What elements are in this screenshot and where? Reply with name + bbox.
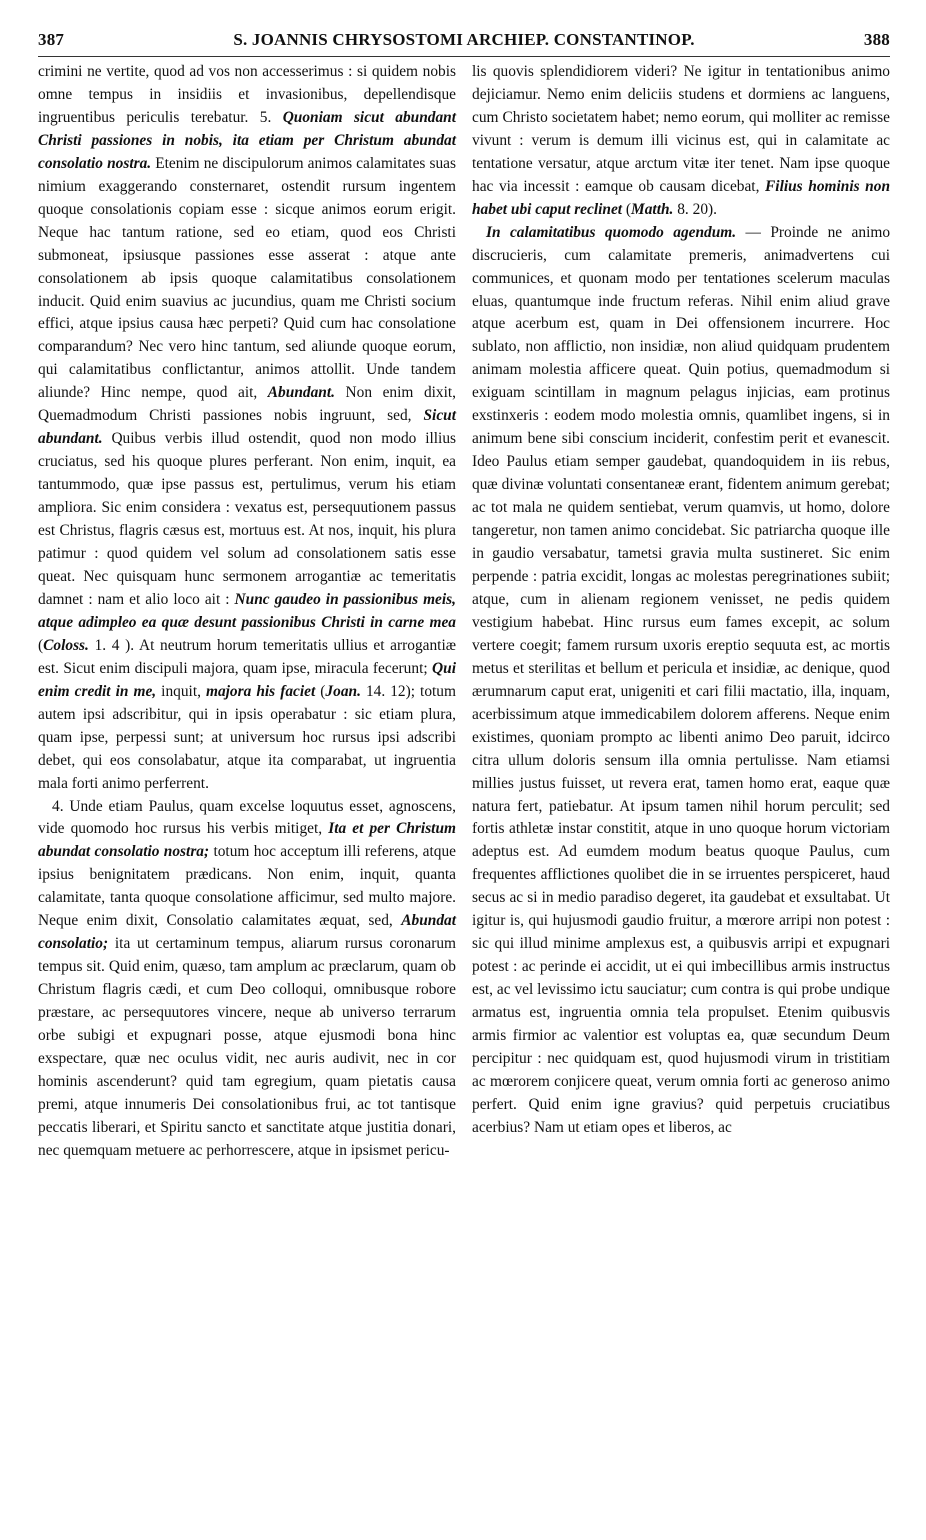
text-run: totum hoc acceptum illi referens, atque ipsius benignitatem prædicans. Non enim, inquit, quanta calamitate, tanta quoque consolatione afficimur, sed multo majore. Neque enim dixit, Consolatio calamitates æquat, sed, [38, 843, 456, 930]
text-run: lis quovis splendidiorem videri? Ne igitur in tentationibus animo dejiciamur. Nemo enim deliciis studens et dormiens ac languens, cum Christo societatem habet; nemo eorum, qui molliter ac remisse vivunt : verum is demum illi vicinus est, qui in calamitate ac tentatione versatur, atque arctum vitæ iter tenet. Nam ipse quoque hac via incessit : eamque ob causam dicebat, [472, 63, 890, 195]
running-title: S. JOANNIS CHRYSOSTOMI ARCHIEP. CONSTANTINOP. [233, 30, 695, 49]
text-run: ( [622, 200, 632, 218]
italic-run: Qui enim credit in me, [38, 659, 456, 700]
right-column [472, 61, 890, 1163]
section-heading-italic: In calamitatibus quomodo agendum. [486, 223, 737, 241]
running-header [38, 30, 890, 57]
italic-run: Matth. [631, 200, 674, 218]
text-run: 8. 20). [673, 200, 717, 218]
text-run: inquit, [156, 682, 206, 700]
left-paragraph-2 [38, 796, 456, 1163]
text-run: 14. 12); totum autem ipsi adscribitur, qui in ipsis operabatur : sic etiam plura, quam ipse, perpessi sunt; at universum hoc rursus ipsi adscribi debet, qui eos consolabatur, atque ita comparabat, ut ingruentia mala forti animo perferrent. [38, 682, 456, 792]
right-paragraph-1 [472, 61, 890, 222]
italic-run: Coloss. [43, 636, 89, 654]
italic-run: Joan. [325, 682, 361, 700]
text-run: ( [38, 636, 44, 654]
italic-run: Quoniam sicut abundant Christi passiones in nobis, ita etiam per Christum abundat consolatio nostra. [38, 108, 456, 172]
left-paragraph-1 [38, 61, 456, 796]
text-run: Quibus verbis illud ostendit, quod non modo illius cruciatus, sed his quoque plures perferant. Non enim, inquit, ea tantummodo, quæ ipse passus est, pertulimus, verum his etiam ampliora. Sic enim considera : vexatus est, persequutionem passus est Christus, flagris cæsus est, mortuus est. At nos, inquit, his plura patimur : quod quidem vel solum ad consolationem satis esse queat. Nec quisquam hunc sermonem arrogantiæ ac temeritatis damnet : nam et alio loco ait : [38, 430, 456, 608]
text-run: ( [315, 682, 326, 700]
italic-run: majora his faciet [205, 682, 316, 700]
text-run: Etenim ne discipulorum animos calamitates suas nimium exaggerando consternaret, ostendit rursum ingentem quoque consolationis copiam esse : sicque animos eorum erigit. Neque hac tantum ratione, sed eo etiam, quod eos Christi submoneat, ipsiusque passiones esse asserat : atque ante consolationem ab ipsis quoque calamitatibus consolationem inducit. Quid enim suavius ac jucundius, quam me Christi socium effici, atque ipsius causa hæc perpeti? Quid cum hac consolatione comparandum? Nec vero hinc tantum, sed aliunde quoque eorum, qui calamitatibus conflictantur, animos attollit. Unde tandem aliunde? Hinc nempe, quod ait, [38, 154, 456, 402]
text-run: Non enim dixit, Quemadmodum Christi passiones nobis ingruunt, sed, [38, 384, 457, 425]
left-column [38, 61, 456, 1163]
text-run: 4. Unde etiam Paulus, quam excelse loquutus esset, agnoscens, vide quomodo hoc rursus his verbis mitiget, [38, 797, 456, 838]
text-run: 1. 4 ). At neutrum horum temeritatis ullius et arrogantiæ est. Sicut enim discipuli majora, quam ipse, miracula fecerunt; [38, 636, 456, 677]
text-run: — Proinde ne animo discrucieris, cum calamitate premeris, animadvertens cui communices, et quonam modo per tentationes scelerum maculas eluas, quantumque inde fructum referas. Nihil enim aliud grave atque acerbum est, quam in Dei offensionem incurrere. Hoc sublato, non afflictio, non insidiæ, non aliud quidquam prudentem animam molestia afficere queat. Quin potius, quemadmodum si exiguam scintillam in magnum pelagus injicias, eam protinus exstinxeris : eodem modo molestia omnis, quamlibet ingens, si in animum bene sibi conscium inciderit, confestim perit et evanescit. Ideo Paulus etiam semper gaudebat, quandoquidem in iis rebus, quæ divinæ voluntati consentaneæ erant, fidentem animum gerebat; ac tot mala ne quidem sentiebat, verum quamvis, ut homo, dolore tangeretur, non tamen animo concidebat. Sic patriarcha quoque ille in gaudio versabatur, tametsi gravia multa sustineret. Sic enim perpende : patria excidit, longas ac molestas peregrinationes subiit; atque, cum in alienam regionem venisset, ne pedis quidem vestigium habebat. Hinc rursus eum fames excepit, ac solum vertere coegit; famem rursum uxoris ereptio sequuta est, ac mortis metus et sterilitas et bellum et pericula et insidiæ, ac denique, quod ærumnarum caput erat, unigeniti et cari filii mactatio, illa, inquam, acerbissimum atque immedicabilem dolorem afferens. Neque enim existimes, quoniam prompto ac libenti animo Deo paruit, idcirco citra ullum doloris sensum illa omnia pertulisse. Nam etiamsi millies justus fuisset, ut revera erat, tamen homo erat, eaque quæ natura fert, patiebatur. At ipsum tamen nihil horum perculit; sed fortis athletæ instar constitit, atque in uno quoque horum victoriam adeptus est. Ad eumdem modum beatus quoque Paulus, cum frequentes afflictiones quolibet die in se irruentes perspiceret, haud secus ac si in medio paradiso degeret, ita gaudebat et exsultabat. Ut igitur is, qui hujusmodi gaudio fruitur, a mœrore arripi non potest : sic qui illud minime amplexus est, a quibusvis arripi et expugnari potest : ac perinde ei accidit, ut ei qui imbecillibus armis instructus est, ac vel levissimo ictu sauciatur; cum contra is qui probe undique armatus est, ingruentia omnia tela propulset. Etenim quibusvis armis firmior ac valentior est voluptas ea, quæ secundum Deum percipitur : nec quidquam est, quod hujusmodi virum in tristitiam ac mœrorem conjicere queat, verum omnia forti ac generoso animo perfert. Quid enim igne gravius? quid perpetuis cruciatibus acerbius? Nam ut etiam opes et liberos, ac [472, 223, 891, 1136]
italic-run: Filius hominis non habet ubi caput reclinet [472, 177, 891, 218]
italic-run: Ita et per Christum abundat consolatio nostra; [38, 820, 456, 861]
page-number-left: 387 [38, 30, 65, 49]
italic-run: Abundant. [267, 384, 335, 402]
text-run: crimini ne vertite, quod ad vos non accesserimus : si quidem nobis omne tempus in insidiis et invasionibus, depellendisque ingruentibus periculis terebatur. 5. [38, 63, 456, 126]
italic-run: Nunc gaudeo in passionibus meis, atque adimpleo ea quæ desunt passionibus Christi in carne mea [38, 590, 456, 631]
italic-run: Sicut abundant. [38, 407, 456, 448]
italic-run: Abundat consolatio; [38, 912, 456, 953]
text-run: ita ut certaminum tempus, aliarum rursus coronarum tempus sit. Quid enim, quæso, tam amplum ac præclarum, quam ob Christum flagris cædi, et cum Deo colloqui, omnibusque robore præstare, ac persequutores vincere, neque ab universo terrarum orbe subigi et expugnari posse, atque ejusmodi bona hinc exspectare, quæ nec oculus vidit, nec auris audivit, nec in cor hominis ascenderunt? quid tam egregium, quam pietatis causa premi, atque innumeris Dei consolationibus frui, ac tot tantisque peccatis liberari, et Spiritu sancto et sanctitate atque justitia donari, nec quemquam metuere ac perhorrescere, atque in ipsismet pericu- [38, 935, 456, 1159]
text-columns [38, 61, 890, 1163]
right-paragraph-2 [472, 222, 890, 1140]
page-number-right: 388 [863, 30, 890, 49]
